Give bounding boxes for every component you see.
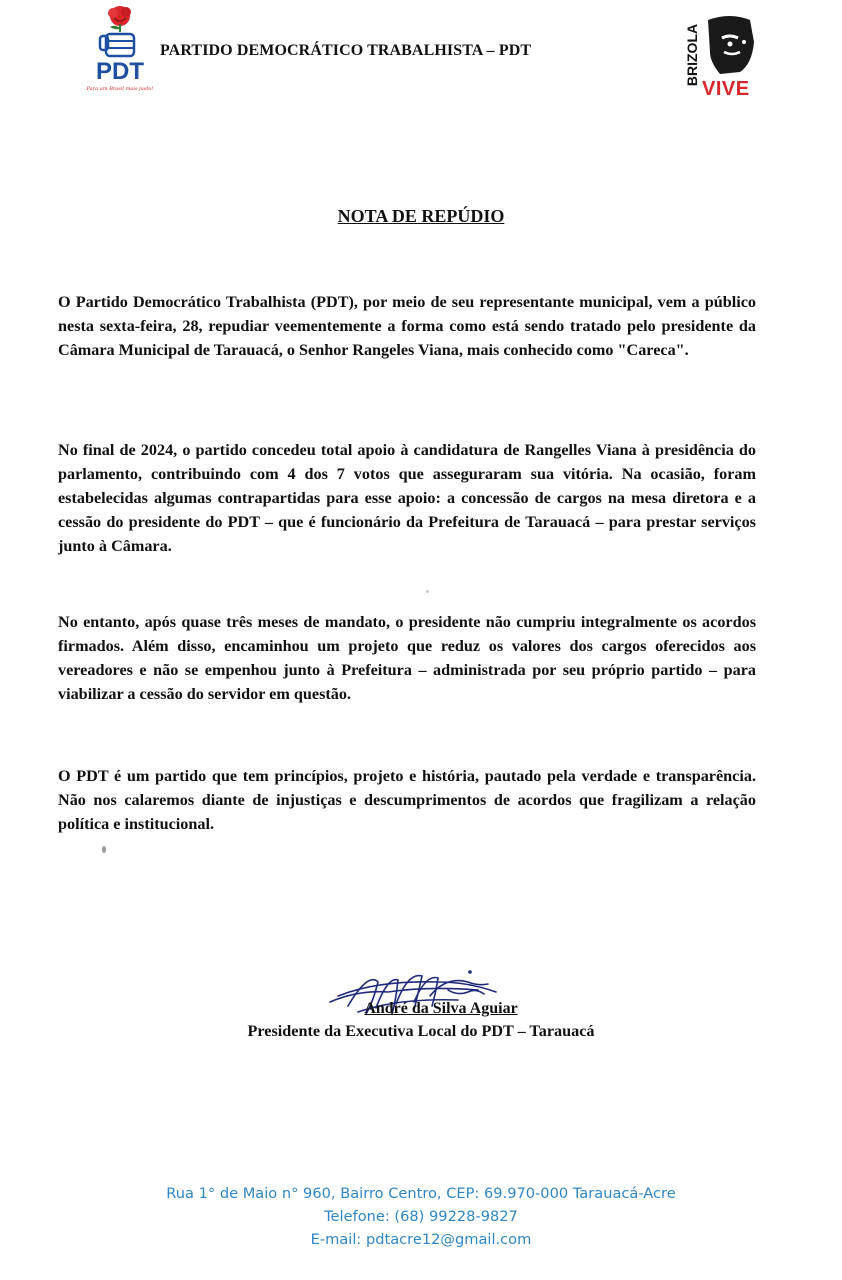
footer-address: Rua 1° de Maio n° 960, Bairro Centro, CEP: 69.970-000 Tarauacá-Acre (166, 1185, 676, 1202)
signer-name-text: André da Silva Aguiar (364, 1000, 518, 1017)
fist-icon (100, 34, 134, 56)
brizola-portrait-icon (708, 16, 754, 74)
signer-role-text: Presidente da Executiva Local do PDT – Tarauacá (247, 1022, 595, 1040)
footer-email: E-mail: pdtacre12@gmail.com (310, 1231, 532, 1248)
rose-icon (108, 6, 131, 32)
paragraph-2: No final de 2024, o partido concedeu total apoio à candidatura de Rangelles Viana à presidência do parlamento, contribuindo com 4 dos 7 votos que asseguraram sua vitória. Na ocasião, foram estabelecidas algumas contrapartidas para esse apoio: a concessão de cargos na mesa diretora e a cessão do presidente do PDT – que é funcionário da Prefeitura de Tarauacá – para prestar serviços junto à Câmara. (58, 441, 756, 555)
brizola-logo-text: BRIZOLA (684, 23, 700, 87)
pdt-logo-text: PDT (96, 58, 144, 85)
signer-name (0, 1000, 842, 1018)
pdt-logo-slogan: Para um Brasil mais justo! (86, 86, 154, 92)
footer (0, 1182, 842, 1251)
scan-speck (426, 590, 429, 593)
party-name: PARTIDO DEMOCRÁTICO TRABALHISTA – PDT (160, 42, 532, 59)
footer-phone: Telefone: (68) 99228-9827 (324, 1208, 518, 1225)
brizola-vive-logo (680, 12, 760, 102)
scan-speck (102, 846, 106, 853)
paragraph-3: No entanto, após quase três meses de mandato, o presidente não cumpriu integralmente os acordos firmados. Além disso, encaminhou um projeto que reduz os valores dos cargos oferecidos aos vereadores e não se empenhou junto à Prefeitura – administrada por seu próprio partido – para viabilizar a cessão do servidor em questão. (58, 613, 756, 703)
vive-logo-text: VIVE (702, 78, 750, 100)
signer-role (0, 1022, 842, 1041)
document-title: NOTA DE REPÚDIO (337, 206, 505, 226)
pdt-logo (80, 2, 160, 98)
paragraph-4: O PDT é um partido que tem princípios, projeto e história, pautado pela verdade e transparência. Não nos calaremos diante de injustiças e descumprimentos de acordos que fragilizam a relação política e institucional. (58, 767, 756, 833)
paragraph-1: O Partido Democrático Trabalhista (PDT), por meio de seu representante municipal, vem a público nesta sexta-feira, 28, repudiar veementemente a forma como está sendo tratado pelo presidente da Câmara Municipal de Tarauacá, o Senhor Rangeles Viana, mais conhecido como "Careca". (58, 293, 756, 359)
